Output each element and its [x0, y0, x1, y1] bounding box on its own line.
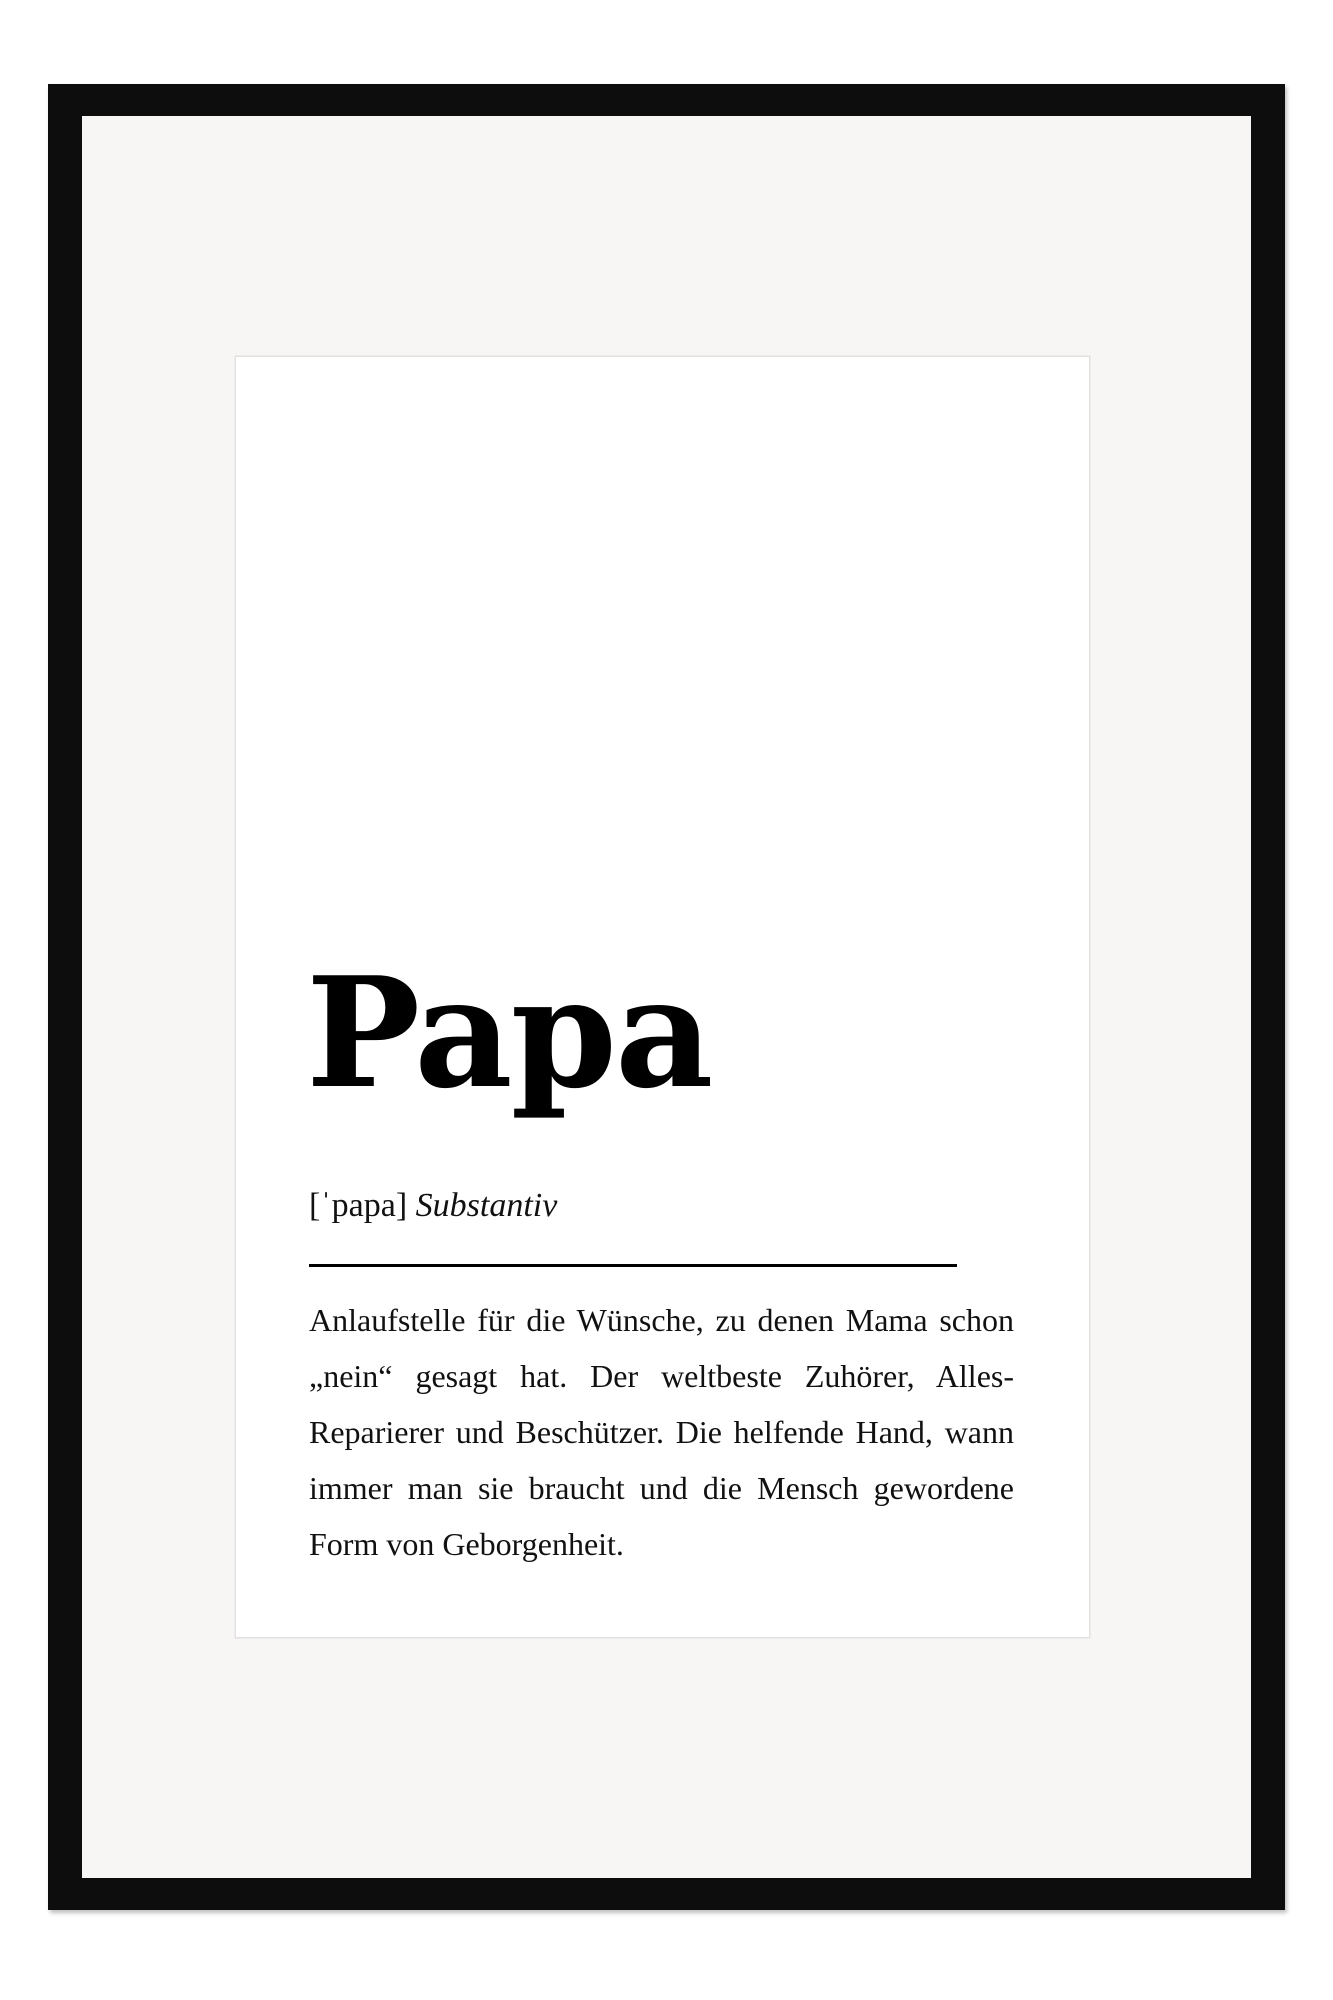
definition-text: Anlaufstelle für die Wünsche, zu denen Mama schon „nein“ gesagt hat. Der weltbeste Zuhörer, Alles-Reparierer und Beschützer. Die helfende Hand, wann immer man sie braucht und die Mensch gewordene Form von Geborgenheit. — [309, 1302, 1014, 1562]
pronunciation: [ˈpapa] — [309, 1187, 408, 1224]
pronunciation-line — [309, 1189, 557, 1223]
poster-print — [236, 357, 1089, 1637]
divider-line — [309, 1264, 957, 1267]
part-of-speech: Substantiv — [415, 1187, 558, 1224]
poster-title: Papa — [306, 943, 712, 1122]
